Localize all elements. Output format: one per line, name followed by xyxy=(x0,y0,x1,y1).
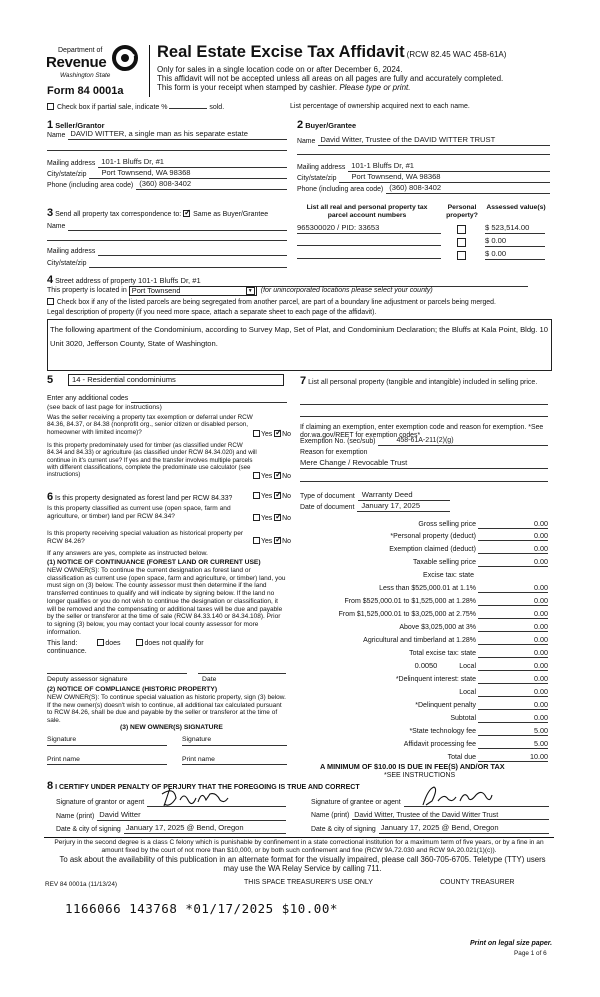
section7-heading xyxy=(300,374,548,389)
tax-row-value[interactable]: 0.00 xyxy=(478,520,548,529)
tax-row-value[interactable]: 0.00 xyxy=(478,584,548,593)
new-owner-print-line-2 xyxy=(182,764,287,765)
tax-row xyxy=(300,545,548,554)
land-does-not-checkbox[interactable] xyxy=(136,639,143,646)
yes-label: Yes xyxy=(261,515,273,522)
section3-name-field[interactable] xyxy=(68,223,287,231)
no-label: No xyxy=(282,431,291,438)
tax-row-label: From $525,000.01 to $1,525,000 at 1.28% xyxy=(344,597,476,605)
grantee-date-field[interactable]: January 17, 2025 @ Bend, Oregon xyxy=(379,824,549,834)
additional-codes-field[interactable] xyxy=(131,395,287,403)
does-label: does xyxy=(105,640,121,647)
seller-mailing-row xyxy=(47,158,287,168)
partial-sale-sold: sold. xyxy=(209,104,225,111)
header-divider xyxy=(149,45,150,97)
new-owner-signature-label-2: Signature xyxy=(182,736,212,743)
reason-line-2 xyxy=(300,481,548,482)
revenue-swirl-icon xyxy=(110,45,140,71)
form-title-ref: (RCW 82.45 WAC 458-61A) xyxy=(406,50,507,59)
tax-row xyxy=(300,532,548,541)
section3-name-label: Name xyxy=(47,223,66,230)
tax-row-label: Total due xyxy=(447,753,476,761)
buyer-mailing-row xyxy=(297,162,550,172)
current-use-answer xyxy=(253,514,291,523)
exemption-instructions: If claiming an exemption, enter exemption code and reason for exemption. *See dor.wa.gov/REET for exemption codes* xyxy=(300,424,544,440)
street-address-field[interactable]: 101-1 Bluffs Dr, #1 xyxy=(138,277,528,287)
section3-city-field[interactable] xyxy=(89,260,287,268)
buyer-name-field[interactable]: David Witter, Trustee of the DAVID WITTER TRUST xyxy=(318,136,550,146)
grantee-signature-label: Signature of grantee or agent xyxy=(311,799,401,806)
dept-of-text: Department of xyxy=(58,47,103,54)
tax-row xyxy=(300,520,548,529)
grantor-signature-image xyxy=(160,784,230,810)
additional-codes-label: Enter any additional codes xyxy=(47,395,129,402)
timber-agriculture-answer xyxy=(253,472,291,481)
local-rate[interactable]: 0.0050 xyxy=(414,661,438,671)
seller-number: 1 xyxy=(47,119,54,131)
tax-row xyxy=(300,584,548,593)
seller-phone-field[interactable]: (360) 808-3402 xyxy=(136,180,287,190)
doc-type-field[interactable]: Warranty Deed xyxy=(358,491,450,501)
seller-mailing-label: Mailing address xyxy=(47,159,96,167)
tax-row-value[interactable]: 0.00 xyxy=(478,558,548,567)
tax-row-label: From $1,525,000.01 to $3,025,000 at 2.75% xyxy=(338,610,476,618)
forest-yes-checkbox[interactable] xyxy=(253,492,260,499)
land-use-value: 14 - Residential condominiums xyxy=(72,375,176,384)
same-as-buyer-label: Same as Buyer/Grantee xyxy=(193,211,269,218)
tax-row-label: Affidavit processing fee xyxy=(403,740,476,748)
if-yes-note: If any answers are yes, complete as instructed below. xyxy=(47,550,208,557)
grantee-signature-image xyxy=(420,783,494,809)
tax-row-label: *State technology fee xyxy=(409,727,476,735)
parcel-col-header: List all real and personal property tax parcel account numbers xyxy=(306,204,428,220)
new-owner-signature-line-1 xyxy=(47,745,167,746)
tax-row-label: Excise tax: state xyxy=(423,571,474,579)
assessed-value-field[interactable]: $ 0.00 xyxy=(485,237,545,247)
tax-row-label: *Delinquent interest: state xyxy=(395,675,476,683)
no-label: No xyxy=(282,493,291,500)
this-land-label: This land: xyxy=(47,640,78,647)
tax-row-label: Agricultural and timberland at 1.28% xyxy=(363,636,476,644)
parcel-row xyxy=(297,250,550,262)
yes-label: Yes xyxy=(261,431,273,438)
parcel-number-field[interactable] xyxy=(297,250,441,259)
see-instructions-note: *SEE INSTRUCTIONS xyxy=(384,772,456,779)
seller-mailing-field[interactable]: 101-1 Bluffs Dr, #1 xyxy=(98,158,287,168)
grantor-signature-label: Signature of grantor or agent xyxy=(56,799,145,806)
assessed-value-field[interactable]: $ 523,514.00 xyxy=(485,224,545,234)
notice1-text: NEW OWNER(S): To continue the current designation as forest land or classification as current use (open space, farm and agriculture, or timber) land, you must sign on (3) below. The county assessor must then determine if the land transferred continues to qualify and will indicate by signing below. If the land no longer qualifies or you do not wish to continue the designation or classification, it will be removed and the compensating or additional taxes will be due and payable by the seller or transferor at the time of sale (RCW 84.33.140 or 84.34.108). Prior to signing (3) below, you may contact your local county assessor for more information. xyxy=(47,567,286,636)
tax-row-value[interactable]: 0.00 xyxy=(478,649,548,658)
buyer-number: 2 xyxy=(297,119,304,131)
does-not-label: does not qualify for xyxy=(144,640,204,647)
tax-row xyxy=(300,597,548,606)
buyer-phone-field[interactable]: (360) 808-3402 xyxy=(386,184,550,194)
yes-label: Yes xyxy=(261,473,273,480)
grantor-date-label: Date & city of signing xyxy=(56,825,121,833)
historical-no-checkbox[interactable] xyxy=(274,537,281,544)
grantee-name-field[interactable]: David Witter, Trustee of the David Witter Trust xyxy=(352,811,549,820)
cashier-stamp: 1166066 143768 *01/17/2025 $10.00* xyxy=(65,901,338,916)
section3-name-row xyxy=(47,223,287,231)
tax-row-value[interactable]: 0.00 xyxy=(478,545,548,554)
tax-row-value[interactable]: 0.00 xyxy=(478,688,548,697)
header-line-3-type: Please type or print. xyxy=(339,83,411,92)
section3-mailing-row xyxy=(47,248,287,256)
section3-name-line-2 xyxy=(47,240,287,241)
legal-description-label: Legal description of property (if you need more space, attach a separate sheet to each page of the affidavit). xyxy=(47,309,377,316)
tax-row xyxy=(300,714,548,723)
tax-row xyxy=(300,688,548,697)
doc-type-label: Type of document xyxy=(300,492,355,500)
partial-sale-row xyxy=(47,103,224,112)
tax-row-value[interactable]: 5.00 xyxy=(478,727,548,736)
seller-name-label: Name xyxy=(47,131,66,139)
header-line-2: This affidavit will not be accepted unless all areas on all pages are fully and accurately completed. xyxy=(157,74,504,83)
legal-description-field[interactable] xyxy=(47,319,552,371)
tax-row xyxy=(300,636,548,645)
tax-row xyxy=(300,623,548,632)
new-owner-print-label-2: Print name xyxy=(182,756,215,763)
chevron-down-icon: ▼ xyxy=(246,287,255,295)
personal-property-line-2 xyxy=(300,416,548,417)
buyer-mailing-field[interactable]: 101-1 Bluffs Dr, #1 xyxy=(348,162,550,172)
buyer-name-label: Name xyxy=(297,137,316,145)
new-owner-print-line-1 xyxy=(47,764,167,765)
segregated-label: Check box if any of the listed parcels are being segregated from another parcel, are part of a boundary line adjustment or parcels being merged. xyxy=(56,299,496,306)
yes-label: Yes xyxy=(261,493,273,500)
tax-row-label: *Delinquent penalty xyxy=(415,701,476,709)
tax-row-value[interactable]: 0.00 xyxy=(478,675,548,684)
doc-date-field[interactable]: January 17, 2025 xyxy=(357,502,450,512)
tax-row-label: Local xyxy=(459,688,476,696)
tax-row xyxy=(300,558,548,567)
exemption-yes-checkbox[interactable] xyxy=(253,430,260,437)
tax-row-label: *Personal property (deduct) xyxy=(390,532,476,540)
notice3-title: (3) NEW OWNER(S) SIGNATURE xyxy=(120,724,223,731)
seller-city-field[interactable]: Port Townsend, WA 98368 xyxy=(89,169,287,179)
buyer-mailing-label: Mailing address xyxy=(297,163,346,171)
no-label: No xyxy=(282,515,291,522)
doc-date-row xyxy=(300,502,450,512)
tax-row-value[interactable]: 0.00 xyxy=(478,636,548,645)
section3-number: 3 xyxy=(47,207,54,219)
buyer-phone-row xyxy=(297,184,550,194)
personal-property-checkbox[interactable] xyxy=(457,251,466,260)
seller-name-field[interactable]: DAVID WITTER, a single man as his separate estate xyxy=(68,130,287,140)
tax-row-label: Subtotal xyxy=(450,714,476,722)
assessed-value-col-header: Assessed value(s) xyxy=(486,204,546,211)
seller-heading-label: Seller/Grantor xyxy=(55,121,105,130)
additional-codes-row xyxy=(47,395,287,403)
tax-row xyxy=(300,662,548,671)
segregated-checkbox[interactable] xyxy=(47,298,54,305)
section3-heading xyxy=(47,207,268,220)
located-label: This property is located in xyxy=(47,286,127,294)
current-use-yes-checkbox[interactable] xyxy=(253,514,260,521)
tax-row xyxy=(300,701,548,710)
notice1-title: (1) NOTICE OF CONTINUANCE (FOREST LAND OR CURRENT USE) xyxy=(47,559,261,566)
header-line-1: Only for sales in a single location code on or after December 6, 2024. xyxy=(157,65,403,74)
timber-agriculture-question: Is this property predominately used for timber (as classified under RCW 84.34 and 84.33) or agriculture (as classified under RCW 84.34.020) and will continue in it's current use? If yes and the transfer involves multiple parcels with different classifications, complete the predominate use calculator (see instructions) xyxy=(47,442,257,478)
deputy-signature-label: Deputy assessor signature xyxy=(47,676,128,683)
section7-number: 7 xyxy=(300,375,307,387)
section3-text: Send all property tax correspondence to: xyxy=(55,211,182,218)
street-address-label: Street address of property xyxy=(55,278,137,285)
reason-label: Reason for exemption xyxy=(300,449,368,456)
partial-sale-checkbox[interactable] xyxy=(47,103,54,110)
buyer-phone-label: Phone (including area code) xyxy=(297,185,384,193)
buyer-name-line-2 xyxy=(297,154,550,155)
timber-no-checkbox[interactable] xyxy=(274,472,281,479)
treasurer-use-label: THIS SPACE TREASURER'S USE ONLY xyxy=(244,879,373,886)
forest-land-answer xyxy=(253,492,291,501)
tax-row xyxy=(300,675,548,684)
buyer-name-row xyxy=(297,136,550,146)
washington-state-text: Washington State xyxy=(60,72,111,79)
land-does-checkbox[interactable] xyxy=(97,639,104,646)
new-owner-print-label-1: Print name xyxy=(47,756,80,763)
grantor-name-field[interactable]: David Witter xyxy=(97,811,286,821)
seller-phone-label: Phone (including area code) xyxy=(47,181,134,189)
exemption-number-label: Exemption No. (sec/sub) xyxy=(300,438,376,446)
grantor-name-row xyxy=(56,811,286,821)
historical-yes-checkbox[interactable] xyxy=(253,537,260,544)
parcel-row xyxy=(297,237,550,249)
header-line-3 xyxy=(157,83,410,92)
exemption-deferral-answer xyxy=(253,430,291,439)
deputy-date-line xyxy=(198,673,286,674)
forest-land-question xyxy=(47,491,259,504)
tax-row xyxy=(300,649,548,658)
forest-no-checkbox[interactable] xyxy=(274,492,281,499)
rev-code: REV 84 0001a (11/13/24) xyxy=(45,881,118,888)
timber-yes-checkbox[interactable] xyxy=(253,472,260,479)
new-owner-signature-label-1: Signature xyxy=(47,736,77,743)
buyer-city-field[interactable]: Port Townsend, WA 98368 xyxy=(339,173,550,183)
tax-row-label: Gross selling price xyxy=(418,520,476,528)
tax-row-value[interactable]: 0.00 xyxy=(478,532,548,541)
section6-number: 6 xyxy=(47,491,54,503)
tax-row-value[interactable]: 0.00 xyxy=(478,662,548,671)
minimum-due-note: A MINIMUM OF $10.00 IS DUE IN FEE(S) AND/OR TAX xyxy=(320,762,505,771)
new-owner-signature-line-2 xyxy=(182,745,287,746)
tax-row xyxy=(300,740,548,749)
no-label: No xyxy=(282,538,291,545)
page-number: Page 1 of 6 xyxy=(514,950,547,957)
tax-row-value[interactable]: 0.00 xyxy=(478,597,548,606)
personal-property-checkbox[interactable] xyxy=(457,238,466,247)
seller-name-line-2 xyxy=(47,150,287,151)
tax-row-value[interactable]: 0.00 xyxy=(478,623,548,632)
land-use-field[interactable] xyxy=(68,374,284,386)
section8-number: 8 xyxy=(47,780,54,792)
seller-name-row xyxy=(47,130,287,140)
current-use-no-checkbox[interactable] xyxy=(274,514,281,521)
grantor-name-label: Name (print) xyxy=(56,812,95,820)
county-treasurer-label: COUNTY TREASURER xyxy=(440,879,515,886)
personal-property-checkbox[interactable] xyxy=(457,225,466,234)
personal-property-line-1 xyxy=(300,404,548,405)
grantor-date-row xyxy=(56,824,286,834)
tax-row-value[interactable]: 0.00 xyxy=(478,701,548,710)
this-land-row xyxy=(47,639,287,648)
section3-mailing-label: Mailing address xyxy=(47,248,96,255)
segregated-row xyxy=(47,298,496,307)
doc-date-label: Date of document xyxy=(300,503,355,511)
grantee-date-row xyxy=(311,824,549,834)
certify-text: I CERTIFY UNDER PENALTY OF PERJURY THAT THE FOREGOING IS TRUE AND CORRECT xyxy=(55,784,360,791)
form-number: Form 84 0001a xyxy=(47,85,124,97)
legal-paper-note: Print on legal size paper. xyxy=(470,940,553,947)
buyer-city-label: City/state/zip xyxy=(297,174,337,182)
perjury-notice: Perjury in the second degree is a class C felony which is punishable by confinement in a state correctional institution for a maximum term of five years, or by a fine in an amount fixed by the court of not more than $10,000, or by both such confinement and fine (RCW 9A.72.030 and RCW 9A.20.021(1)(c)). xyxy=(54,839,544,854)
location-select-value: Port Townsend xyxy=(131,285,181,295)
header-line-3-text: This form is your receipt when stamped by cashier. xyxy=(157,83,338,92)
form-title: Real Estate Excise Tax Affidavit xyxy=(157,43,405,61)
deputy-signature-line xyxy=(47,673,187,674)
parcel-number-field[interactable]: 965300020 / PID: 33653 xyxy=(297,224,441,234)
alt-format-notice: To ask about the availability of this publication in an alternate format for the visually impaired, please call 360-705-6705. Teletype (TTY) users may use the WA Relay Service by calling 711. xyxy=(59,855,546,873)
partial-sale-label: Check box if partial sale, indicate % xyxy=(56,104,168,111)
assessed-value-field[interactable]: $ 0.00 xyxy=(485,250,545,260)
historical-question: Is this property receiving special valuation as historical property per RCW 84.26? xyxy=(47,530,244,545)
section4-number: 4 xyxy=(47,274,54,286)
tax-row-label: Local xyxy=(459,662,476,670)
tax-row-value[interactable]: 0.00 xyxy=(478,714,548,723)
tax-row-value[interactable]: 5.00 xyxy=(478,740,548,749)
tax-row-label: Less than $525,000.01 at 1.1% xyxy=(379,584,476,592)
section3-city-row xyxy=(47,260,287,268)
tax-row xyxy=(300,571,548,580)
doc-type-row xyxy=(300,491,450,501)
exemption-deferral-question: Was the seller receiving a property tax exemption or deferral under RCW 84.36, 84.37, or 84.38 (nonprofit org., senior citizen or disabled person, homeowner with limited income)? xyxy=(47,414,253,436)
current-use-question: Is this property classified as current use (open space, farm and agriculture, or timber) land per RCW 84.34? xyxy=(47,505,231,520)
parcel-row xyxy=(297,224,550,236)
revenue-wordmark: Revenue xyxy=(46,54,107,71)
parcel-number-field[interactable] xyxy=(297,237,441,246)
buyer-heading xyxy=(297,119,356,132)
personal-property-col-header: Personal property? xyxy=(446,204,478,220)
continuance-label: continuance. xyxy=(47,648,87,655)
location-select[interactable] xyxy=(129,286,257,296)
section5-number: 5 xyxy=(47,374,54,386)
grantee-name-row xyxy=(311,811,549,820)
located-row xyxy=(47,286,433,296)
deputy-date-label: Date xyxy=(202,676,217,683)
section3-city-label: City/state/zip xyxy=(47,260,87,267)
section7-text: List all personal property (tangible and intangible) included in selling price. xyxy=(308,379,538,386)
legal-description-text: The following apartment of the Condominium, according to Survey Map, Set of Plat, and Condominium Declaration; the Bluffs at Kala Point, Bldg. 10 Unit 3020, Jefferson County, State of Washington. xyxy=(50,325,548,349)
footer-divider xyxy=(44,837,554,838)
tax-row-label: Total excise tax: state xyxy=(409,649,476,657)
exemption-no-checkbox[interactable] xyxy=(274,430,281,437)
seller-city-row xyxy=(47,169,287,179)
tax-row xyxy=(300,727,548,736)
tax-row-label: Taxable selling price xyxy=(412,558,476,566)
buyer-city-row xyxy=(297,173,550,183)
located-note: (for unincorporated locations please select your county) xyxy=(260,286,433,294)
tax-row xyxy=(300,610,548,619)
tax-row-label: Exemption claimed (deduct) xyxy=(389,545,476,553)
seller-city-label: City/state/zip xyxy=(47,170,87,178)
yes-label: Yes xyxy=(261,538,273,545)
grantee-name-label: Name (print) xyxy=(311,812,350,820)
section3-mailing-field[interactable] xyxy=(98,248,287,256)
grantee-date-label: Date & city of signing xyxy=(311,825,376,833)
no-label: No xyxy=(282,473,291,480)
form-title-row xyxy=(157,43,506,62)
notice2-title: (2) NOTICE OF COMPLIANCE (HISTORIC PROPERTY) xyxy=(47,686,218,693)
forest-land-text: Is this property designated as forest land per RCW 84.33? xyxy=(55,495,233,502)
tax-row-value[interactable]: 0.00 xyxy=(478,610,548,619)
tax-row xyxy=(300,753,548,762)
historical-answer xyxy=(253,537,291,546)
grantor-date-field[interactable]: January 17, 2025 @ Bend, Oregon xyxy=(124,824,286,834)
notice2-text: NEW OWNER(S): To continue special valuation as historic property, sign (3) below. If the new owner(s) doesn't wish to continue, all additional tax calculated pursuant to RCW 84.26, shall be due and payable by the seller or transferor at the time of sale. xyxy=(47,694,286,725)
reason-field[interactable]: Mere Change / Revocable Trust xyxy=(300,459,548,469)
ownership-note: List percentage of ownership acquired next to each name. xyxy=(290,103,470,110)
buyer-heading-label: Buyer/Grantee xyxy=(305,121,357,130)
seller-phone-row xyxy=(47,180,287,190)
exemption-number-row xyxy=(300,437,548,446)
tax-row-value[interactable]: 10.00 xyxy=(478,753,548,762)
exemption-number-field[interactable]: 458-61A-211(2)(g) xyxy=(378,437,548,446)
see-back-note: (see back of last page for instructions) xyxy=(47,404,162,411)
same-as-buyer-checkbox[interactable] xyxy=(183,210,190,217)
tax-row-label: Above $3,025,000 at 3% xyxy=(399,623,476,631)
